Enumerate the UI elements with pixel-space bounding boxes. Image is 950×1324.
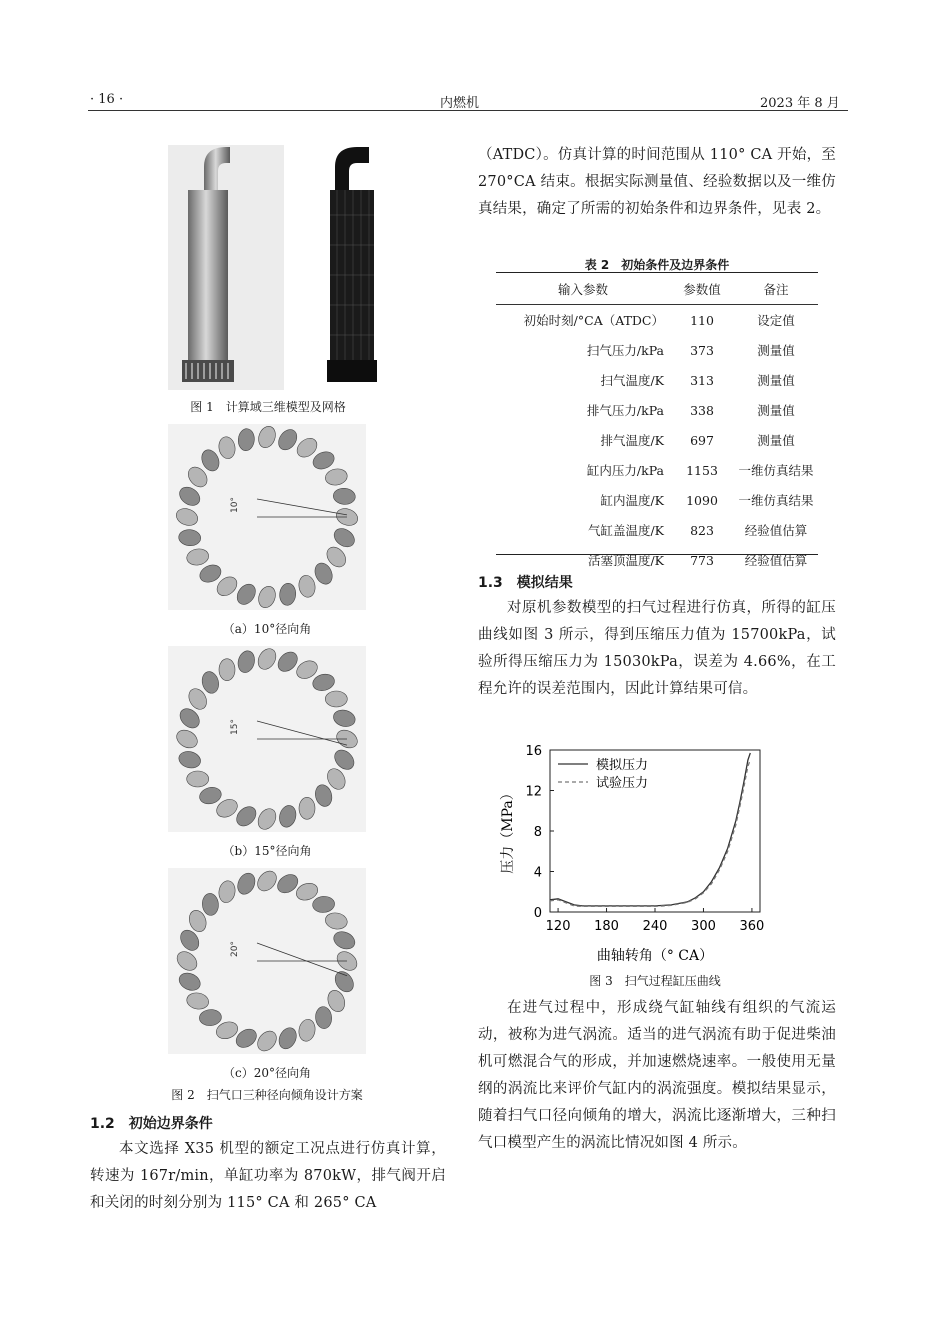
- table-cell: 1090: [686, 492, 718, 508]
- table-cell: 扫气压力/kPa: [586, 343, 664, 358]
- scavenge-port: [185, 991, 209, 1011]
- table2-header-note: 备注: [734, 274, 818, 305]
- y-tick-label: 8: [533, 825, 542, 840]
- table-cell: 313: [690, 372, 714, 388]
- scavenge-port: [178, 529, 201, 547]
- fig2c-label: （c）20°径向角: [223, 1066, 311, 1080]
- table-cell: 经验值估算: [744, 553, 808, 568]
- table-cell: 活塞顶温度/K: [587, 553, 664, 568]
- section-1-3-body-2: [478, 995, 836, 1157]
- table-row: [496, 335, 818, 365]
- scavenge-port: [176, 483, 203, 509]
- fig2-caption: 图 2 扫气口三种径向倾角设计方案: [171, 1088, 363, 1102]
- port-axis-line: [257, 499, 347, 515]
- table-cell: 排气温度/K: [600, 433, 664, 448]
- table2-header-row: [496, 274, 818, 305]
- scavenge-port: [173, 948, 200, 974]
- fig3-x-axis-label: 曲轴转角（° CA）: [596, 948, 714, 964]
- table-cell: 373: [690, 342, 714, 358]
- scavenge-port: [176, 970, 203, 994]
- table-row: [496, 425, 818, 455]
- section-1-3-paragraph-1: 对原机参数模型的扫气过程进行仿真，所得的缸压曲线如图 3 所示，得到压缩压力值为 15700kPa，试验所得压缩压力为 15030kPa，误差为 4.66%，在工程允许的误差范围内，因此计算结果可信。: [478, 600, 836, 697]
- scavenge-port: [233, 581, 259, 608]
- scavenge-port: [299, 797, 315, 819]
- table-row: [496, 455, 818, 485]
- table-cell: 697: [690, 432, 714, 448]
- table-cell: 缸内温度/K: [600, 493, 664, 508]
- scavenge-port: [198, 785, 223, 806]
- scavenge-port: [333, 487, 356, 505]
- table2-top-rule: [496, 272, 818, 273]
- table-cell: 338: [690, 402, 714, 418]
- legend-label: 试验压力: [596, 776, 649, 791]
- scavenge-port: [236, 649, 257, 674]
- table-cell: 测量值: [757, 343, 795, 358]
- scavenge-port: [311, 672, 336, 693]
- scavenge-port: [332, 708, 357, 729]
- table-cell: 测量值: [757, 403, 795, 418]
- scavenge-port: [312, 895, 335, 913]
- scavenge-port: [325, 691, 347, 707]
- y-tick-label: 0: [533, 906, 542, 921]
- table-cell: 经验值估算: [744, 523, 808, 538]
- table-cell: 初始时刻/°CA（ATDC）: [523, 313, 664, 328]
- scavenge-port: [217, 879, 237, 903]
- table-row: [496, 515, 818, 545]
- right-paragraph-1: [478, 142, 836, 223]
- scavenge-port: [256, 584, 279, 610]
- table-cell: 测量值: [757, 373, 795, 388]
- table-row: [496, 365, 818, 395]
- fig3-caption: 图 3 扫气过程缸压曲线: [589, 974, 721, 988]
- fig2b-image: [168, 646, 366, 832]
- scavenge-port: [276, 1025, 300, 1052]
- table2-title: 表 2 初始条件及边界条件: [584, 258, 730, 272]
- table-cell: 一维仿真结果: [738, 463, 814, 478]
- right-paragraph-1-text: （ATDC）。仿真计算的时间范围从 110° CA 开始，至 270°CA 结束。根据实际测量值、经验数据以及一维仿真结果，确定了所需的初始条件和边界条件，见表 2。: [478, 147, 836, 217]
- angle-annotation: 10°: [230, 497, 240, 513]
- scavenge-port: [255, 805, 280, 832]
- scavenge-port: [275, 426, 301, 453]
- table-cell: 气缸盖温度/K: [587, 523, 664, 538]
- section-1-2-paragraph: 本文选择 X35 机型的额定工况点进行仿真计算，转速为 167r/min，单缸功率为 870kW，排气阀开启和关闭的时刻分别为 115° CA 和 265° CA: [90, 1141, 446, 1211]
- y-tick-label: 12: [525, 784, 542, 800]
- journal-name: 内燃机: [440, 96, 480, 111]
- table-cell: 排气压力/kPa: [586, 403, 664, 418]
- table2-header-value: 参数值: [670, 274, 734, 305]
- section-1-3-title: 1.3 模拟结果: [478, 575, 573, 591]
- table-cell: 一维仿真结果: [738, 493, 814, 508]
- fig3-chart: [490, 738, 780, 968]
- scavenge-port: [313, 783, 334, 808]
- x-tick-label: 180: [594, 919, 619, 934]
- y-tick-label: 16: [525, 744, 542, 759]
- scavenge-port: [254, 1027, 280, 1054]
- section-1-2-body: [90, 1136, 446, 1217]
- scavenge-port: [173, 727, 200, 752]
- scavenge-port: [217, 435, 237, 459]
- section-1-2-title: 1.2 初始边界条件: [90, 1116, 213, 1132]
- table2: [496, 274, 818, 575]
- fig1-model-image: [168, 145, 284, 390]
- scavenge-port: [324, 911, 348, 931]
- port-axis-line: [257, 721, 347, 745]
- scavenge-port: [201, 893, 219, 916]
- x-tick-label: 240: [642, 919, 668, 934]
- scavenge-port: [200, 670, 221, 695]
- plot-frame: [550, 750, 760, 912]
- fig2c-image: [168, 868, 366, 1054]
- scavenge-port: [199, 1009, 222, 1027]
- fig1-mesh-image: [325, 145, 380, 390]
- legend-label: 模拟压力: [596, 758, 649, 773]
- fig2b-label: （b）15°径向角: [222, 844, 312, 858]
- angle-annotation: 15°: [230, 719, 240, 735]
- table-cell: 823: [690, 522, 714, 538]
- section-1-3-paragraph-2: 在进气过程中，形成绕气缸轴线有组织的气流运动，被称为进气涡流。适当的进气涡流有助于促进柴油机可燃混合气的形成，并加速燃烧速率。一般使用无量纲的涡流比来评价气缸内的涡流强度。模拟结果显示，随着扫气口径向倾角的增大，涡流比逐渐增大，三种扫气口模型产生的涡流比情况如图 4 所示。: [478, 1000, 836, 1151]
- scavenge-port: [256, 424, 279, 450]
- scavenge-port: [234, 870, 258, 897]
- x-tick-label: 120: [545, 919, 571, 934]
- y-tick-label: 4: [533, 865, 542, 881]
- scavenge-port: [277, 804, 298, 829]
- scavenge-port: [174, 506, 200, 529]
- scavenge-port: [237, 428, 255, 451]
- table-cell: 设定值: [757, 313, 795, 328]
- x-tick-label: 300: [691, 919, 716, 934]
- scavenge-port: [185, 547, 209, 567]
- scavenge-port: [297, 574, 317, 598]
- header-rule: [88, 110, 848, 111]
- table-row: [496, 545, 818, 575]
- table2-bottom-rule: [496, 554, 818, 555]
- table-cell: 扫气温度/K: [600, 373, 664, 388]
- scavenge-port: [177, 749, 202, 770]
- scavenge-port: [254, 868, 280, 895]
- table-row: [496, 305, 818, 336]
- scavenge-port: [219, 659, 235, 681]
- fig1-caption: 图 1 计算域三维模型及网格: [190, 400, 346, 414]
- table-cell: 1153: [686, 462, 718, 478]
- scavenge-port: [255, 646, 280, 673]
- table-cell: 缸内压力/kPa: [586, 463, 664, 478]
- scavenge-port: [331, 928, 358, 952]
- table-cell: 测量值: [757, 433, 795, 448]
- scavenge-port: [187, 771, 209, 787]
- fig3-y-axis-label: 压力（MPa）: [500, 786, 516, 874]
- table-row: [496, 395, 818, 425]
- scavenge-port: [331, 525, 358, 551]
- table-cell: 773: [690, 552, 714, 568]
- series-line: [550, 753, 750, 906]
- fig2a-image: [168, 424, 366, 610]
- x-tick-label: 360: [739, 919, 765, 934]
- scavenge-port: [324, 467, 348, 487]
- section-1-3-body: [478, 595, 836, 703]
- table-row: [496, 485, 818, 515]
- port-axis-line: [257, 943, 347, 976]
- page-number: · 16 ·: [90, 92, 124, 107]
- scavenge-port: [315, 1006, 333, 1029]
- table-cell: 110: [690, 312, 714, 328]
- table2-header-param: 输入参数: [496, 274, 670, 305]
- angle-annotation: 20°: [230, 941, 240, 957]
- fig2a-label: （a）10°径向角: [222, 622, 312, 636]
- scavenge-port: [297, 1018, 317, 1042]
- scavenge-port: [279, 583, 297, 606]
- issue-date: 2023 年 8 月: [760, 96, 840, 111]
